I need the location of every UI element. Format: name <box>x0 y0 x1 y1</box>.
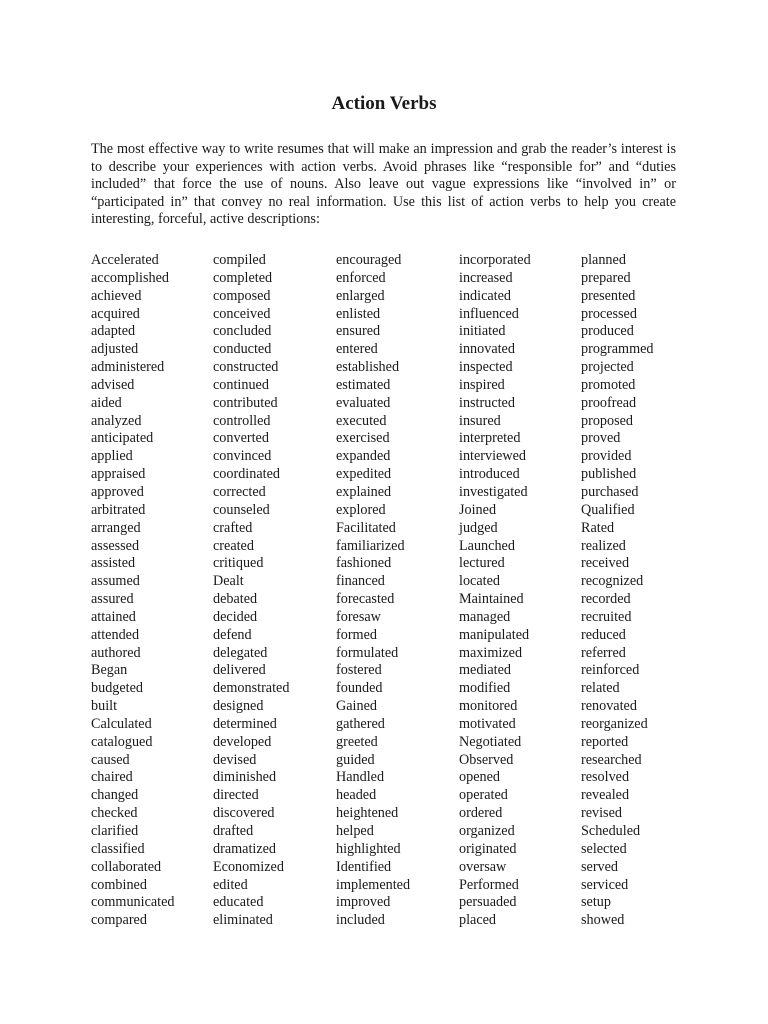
verb-item: explained <box>336 483 392 500</box>
verb-item: revised <box>581 805 622 822</box>
verb-item: adapted <box>91 323 136 340</box>
verb-item: presented <box>581 287 636 304</box>
verb-item: diminished <box>213 769 277 786</box>
verb-item: conceived <box>213 305 271 322</box>
verb-item: communicated <box>91 894 175 911</box>
verb-item: Scheduled <box>581 823 641 839</box>
verb-item: revealed <box>581 787 630 804</box>
verb-item: constructed <box>213 359 279 376</box>
verb-item: interviewed <box>459 448 526 465</box>
verb-item: Accelerated <box>91 252 159 268</box>
verb-item: reorganized <box>581 715 648 732</box>
verb-item: researched <box>581 751 642 768</box>
verb-item: Handled <box>336 769 385 786</box>
verb-item: setup <box>581 894 611 911</box>
verb-item: achieved <box>91 287 142 304</box>
verb-item: classified <box>91 840 145 857</box>
verb-item: interpreted <box>459 430 521 447</box>
verb-item: opened <box>459 769 500 786</box>
verb-item: resolved <box>581 769 630 786</box>
verb-item: proposed <box>581 412 634 429</box>
verb-item: combined <box>91 876 147 893</box>
verb-item: founded <box>336 680 383 697</box>
verb-item: corrected <box>213 483 266 500</box>
verb-item: manipulated <box>459 626 530 643</box>
verb-item: analyzed <box>91 412 142 429</box>
verb-item: greeted <box>336 733 378 750</box>
verb-item: familiarized <box>336 537 405 554</box>
verb-item: Observed <box>459 751 514 768</box>
verb-item: influenced <box>459 305 519 322</box>
verb-column-1 <box>91 252 175 930</box>
verb-item: counseled <box>213 501 270 518</box>
verb-item: demonstrated <box>213 680 290 697</box>
verb-item: compiled <box>213 252 266 268</box>
verb-item: gathered <box>336 715 385 732</box>
verb-item: implemented <box>336 876 411 893</box>
verb-item: appraised <box>91 466 146 483</box>
verb-item: organized <box>459 823 515 839</box>
verb-item: administered <box>91 359 165 376</box>
verb-item: proved <box>581 430 621 447</box>
verb-column-4 <box>459 252 531 930</box>
verb-item: innovated <box>459 341 515 358</box>
verb-item: Identified <box>336 858 392 875</box>
verb-item: expedited <box>336 466 392 483</box>
verb-item: determined <box>213 715 277 732</box>
verb-item: ensured <box>336 323 381 340</box>
verb-item: enlisted <box>336 305 381 322</box>
verb-item: built <box>91 698 118 715</box>
verb-item: executed <box>336 412 387 429</box>
verb-item: persuaded <box>459 894 517 911</box>
verb-item: convinced <box>213 448 272 465</box>
verb-item: conducted <box>213 341 272 358</box>
verb-item: programmed <box>581 341 654 358</box>
verb-item: evaluated <box>336 394 391 411</box>
verb-item: critiqued <box>213 555 264 572</box>
verb-item: purchased <box>581 483 639 500</box>
verb-item: managed <box>459 608 511 625</box>
verb-item: checked <box>91 805 138 822</box>
verb-column-3 <box>336 252 410 930</box>
verb-item: recognized <box>581 573 644 590</box>
verb-item: indicated <box>459 287 511 304</box>
verb-item: completed <box>213 269 273 286</box>
verb-item: maximized <box>459 644 523 661</box>
verb-item: Maintained <box>459 591 524 608</box>
verb-item: eliminated <box>213 912 273 929</box>
verb-item: projected <box>581 359 634 376</box>
verb-item: established <box>336 359 400 376</box>
verb-item: decided <box>213 608 258 625</box>
verb-item: delivered <box>213 662 266 679</box>
verb-item: contributed <box>213 394 278 411</box>
verb-item: estimated <box>336 376 391 393</box>
verb-item: converted <box>213 430 269 447</box>
verb-item: helped <box>336 823 374 839</box>
verb-item: reduced <box>581 626 626 643</box>
verb-item: heightened <box>336 805 399 822</box>
verb-item: educated <box>213 894 264 911</box>
verb-item: Qualified <box>581 501 635 518</box>
verb-item: defend <box>213 626 252 643</box>
verb-item: collaborated <box>91 858 162 875</box>
verb-item: assumed <box>91 573 140 590</box>
verb-item: recorded <box>581 591 631 608</box>
verb-item: produced <box>581 323 634 340</box>
verb-item: mediated <box>459 662 511 679</box>
verb-item: delegated <box>213 644 268 661</box>
verb-item: foresaw <box>336 608 381 625</box>
verb-item: initiated <box>459 323 506 340</box>
verb-item: explored <box>336 501 386 518</box>
verb-item: served <box>581 858 619 875</box>
verb-item: attained <box>91 608 136 625</box>
verb-item: formed <box>336 626 377 643</box>
verb-item: recruited <box>581 608 632 625</box>
verb-item: related <box>581 680 620 697</box>
verb-item: Began <box>91 662 128 679</box>
verb-item: attended <box>91 626 140 643</box>
verb-item: Calculated <box>91 715 152 732</box>
verb-item: catalogued <box>91 733 153 750</box>
verb-item: Negotiated <box>459 733 522 750</box>
verb-item: adjusted <box>91 341 139 358</box>
verb-item: advised <box>91 376 135 393</box>
verb-item: Joined <box>459 501 497 518</box>
verb-item: directed <box>213 787 259 804</box>
verb-item: developed <box>213 733 272 750</box>
verb-item: budgeted <box>91 680 144 697</box>
verb-item: Rated <box>581 519 615 536</box>
verb-item: expanded <box>336 448 391 465</box>
verb-item: serviced <box>581 876 629 893</box>
verb-item: controlled <box>213 412 271 429</box>
verb-item: financed <box>336 573 385 590</box>
verb-item: crafted <box>213 519 253 536</box>
verb-item: instructed <box>459 394 515 411</box>
verb-item: concluded <box>213 323 272 340</box>
verb-item: exercised <box>336 430 390 447</box>
verb-item: assured <box>91 591 134 608</box>
verb-item: coordinated <box>213 466 280 483</box>
verb-item: encouraged <box>336 252 402 268</box>
verb-item: Performed <box>459 876 519 893</box>
verb-item: enlarged <box>336 287 385 304</box>
document-title: Action Verbs <box>331 93 437 114</box>
verb-item: devised <box>213 751 257 768</box>
verb-item: insured <box>459 412 501 429</box>
verb-item: highlighted <box>336 840 401 857</box>
verb-item: published <box>581 466 637 483</box>
verb-item: edited <box>213 876 248 893</box>
verb-item: acquired <box>91 305 140 322</box>
verb-item: created <box>213 537 254 554</box>
verb-item: placed <box>459 912 497 929</box>
verb-item: ordered <box>459 805 503 822</box>
verb-item: arranged <box>91 519 141 536</box>
verb-item: Launched <box>459 537 515 554</box>
verb-item: realized <box>581 537 626 554</box>
verb-item: compared <box>91 912 147 929</box>
verb-item: Gained <box>336 698 377 715</box>
verb-item: fostered <box>336 662 382 679</box>
verb-item: received <box>581 555 630 572</box>
verb-item: forecasted <box>336 591 395 608</box>
verb-item: aided <box>91 394 122 411</box>
verb-item: enforced <box>336 269 386 286</box>
verb-item: assessed <box>91 537 140 554</box>
verb-item: inspected <box>459 359 513 376</box>
verb-item: changed <box>91 787 139 804</box>
verb-item: monitored <box>459 698 518 715</box>
verb-item: debated <box>213 591 258 608</box>
verb-item: Economized <box>213 858 284 875</box>
verb-column-5 <box>581 252 654 930</box>
verb-item: located <box>459 573 500 590</box>
verb-item: authored <box>91 644 141 661</box>
verb-item: incorporated <box>459 252 531 268</box>
verb-item: approved <box>91 483 144 500</box>
verb-item: modified <box>459 680 511 697</box>
verb-item: anticipated <box>91 430 154 447</box>
verb-item: referred <box>581 644 626 661</box>
intro-paragraph: The most effective way to write resumes that will make an impression and grab the reader’s interest is to describe your experiences with action verbs. Avoid phrases like “responsible for” and “duties included” that force the use of nouns. Also leave out vague expressions like “involved in” or “participated in” that convey no real information. Use this list of action verbs to help you create interesting, forceful, active descriptions: <box>91 141 676 228</box>
verb-item: arbitrated <box>91 501 146 518</box>
verb-item: guided <box>336 751 375 768</box>
verb-item: fashioned <box>336 555 392 572</box>
verb-item: included <box>336 912 385 929</box>
verb-item: assisted <box>91 555 136 572</box>
verb-item: applied <box>91 448 133 465</box>
verb-item: entered <box>336 341 378 358</box>
verb-item: inspired <box>459 376 505 393</box>
verb-item: showed <box>581 912 625 929</box>
verb-item: headed <box>336 787 377 804</box>
verb-item: caused <box>91 751 130 768</box>
verb-item: operated <box>459 787 508 804</box>
verb-item: formulated <box>336 644 399 661</box>
verb-item: continued <box>213 376 269 393</box>
verb-item: composed <box>213 287 271 304</box>
verb-item: promoted <box>581 376 636 393</box>
verb-item: selected <box>581 840 627 857</box>
verb-item: reported <box>581 733 629 750</box>
verb-column-2 <box>213 252 289 930</box>
verb-item: introduced <box>459 466 520 483</box>
verb-item: lectured <box>459 555 505 572</box>
verb-item: originated <box>459 840 517 857</box>
verb-item: dramatized <box>213 840 277 857</box>
verb-item: discovered <box>213 805 275 822</box>
verb-item: processed <box>581 305 637 322</box>
verb-item: prepared <box>581 269 631 286</box>
verb-item: planned <box>581 252 626 268</box>
verb-item: renovated <box>581 698 637 715</box>
verb-item: drafted <box>213 823 254 839</box>
verb-item: judged <box>459 519 498 536</box>
action-verb-list <box>91 252 691 942</box>
verb-item: Facilitated <box>336 519 396 536</box>
verb-item: increased <box>459 269 513 286</box>
verb-item: motivated <box>459 715 516 732</box>
verb-item: proofread <box>581 394 637 411</box>
verb-item: chaired <box>91 769 133 786</box>
verb-item: investigated <box>459 483 528 500</box>
verb-item: clarified <box>91 823 139 839</box>
verb-item: designed <box>213 698 264 715</box>
verb-item: oversaw <box>459 858 507 875</box>
verb-item: improved <box>336 894 391 911</box>
verb-item: Dealt <box>213 573 244 590</box>
verb-item: reinforced <box>581 662 640 679</box>
verb-item: provided <box>581 448 632 465</box>
verb-item: accomplished <box>91 269 170 286</box>
